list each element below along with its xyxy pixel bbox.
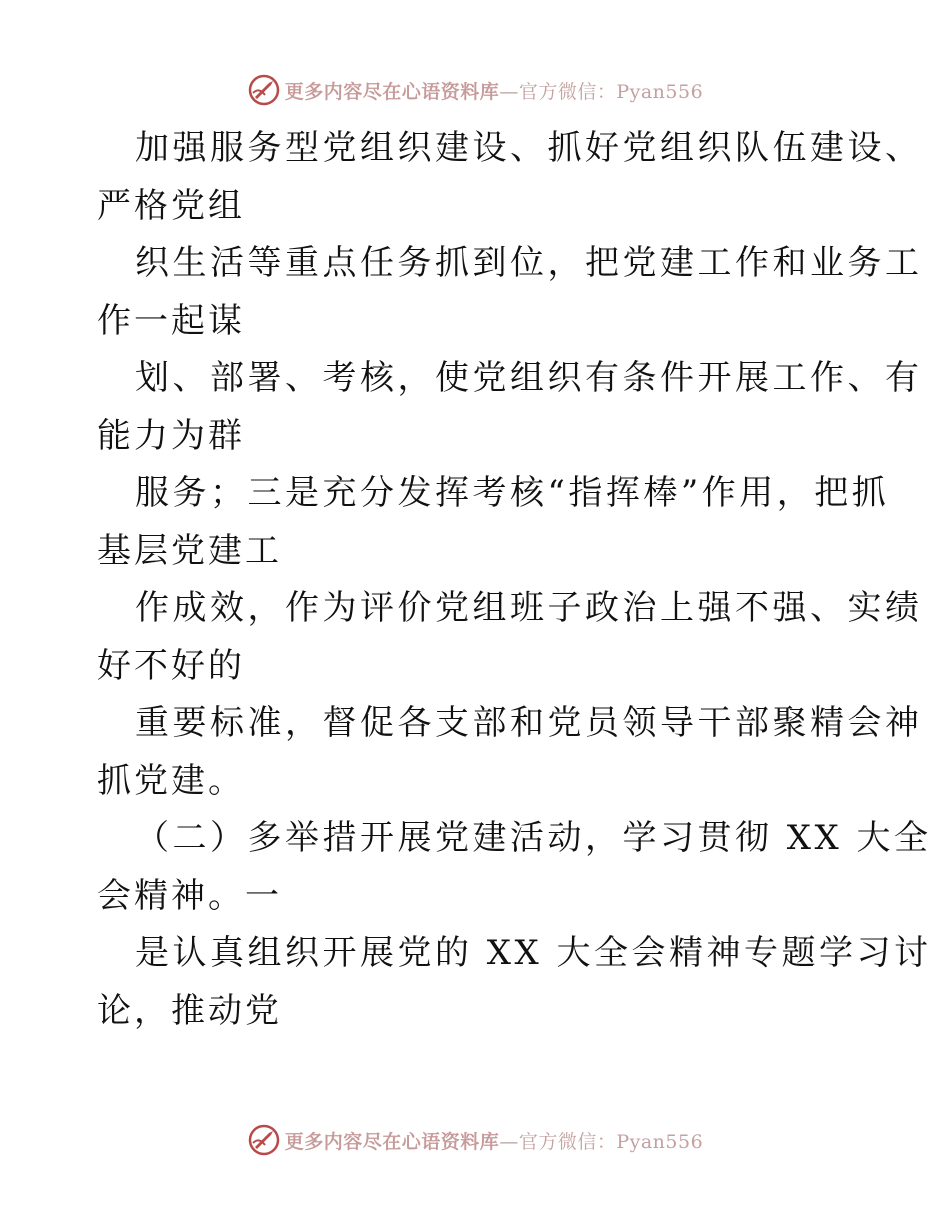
- text-line: 论，推动党: [97, 990, 282, 1031]
- text-line: 重要标准，督促各支部和党员领导干部聚精会神: [135, 703, 923, 743]
- text-line: 作一起谋: [97, 300, 245, 341]
- header-brand: 更多内容尽在心语资料库: [284, 80, 500, 103]
- text-line: 会精神。一: [97, 875, 282, 916]
- header-wechat-label: 官方微信：: [518, 80, 617, 103]
- header-dash: —: [499, 80, 519, 103]
- footer-brand: 更多内容尽在心语资料库: [284, 1130, 500, 1153]
- text-line: （二）多举措开展党建活动，学习贯彻 XX 大全: [135, 818, 932, 858]
- text-line: 服务；三是充分发挥考核“指挥棒”作用，把抓: [135, 473, 890, 513]
- text-line: 织生活等重点任务抓到位，把党建工作和业务工: [135, 243, 923, 283]
- document-body: [97, 120, 932, 1040]
- footer-dash: —: [499, 1130, 519, 1153]
- text-line: 作成效，作为评价党组班子政治上强不强、实绩: [135, 588, 923, 628]
- text-line: 抓党建。: [97, 760, 245, 801]
- text-line: 加强服务型党组织建设、抓好党组织队伍建设、: [135, 128, 923, 168]
- text-line: 严格党组: [97, 185, 245, 226]
- quill-seal-icon: [247, 1123, 281, 1157]
- header-banner[interactable]: [0, 70, 950, 110]
- text-line: 是认真组织开展党的 XX 大全会精神专题学习讨: [135, 933, 932, 973]
- footer-wechat-label: 官方微信：: [518, 1130, 617, 1153]
- header-wechat-id: Pyan556: [616, 80, 704, 103]
- text-line: 基层党建工: [97, 530, 282, 571]
- text-line: 好不好的: [97, 645, 245, 686]
- footer-banner[interactable]: [0, 1120, 950, 1160]
- quill-seal-icon: [247, 73, 281, 107]
- footer-wechat-id: Pyan556: [616, 1130, 704, 1153]
- text-line: 划、部署、考核，使党组织有条件开展工作、有: [135, 358, 923, 398]
- text-line: 能力为群: [97, 415, 245, 456]
